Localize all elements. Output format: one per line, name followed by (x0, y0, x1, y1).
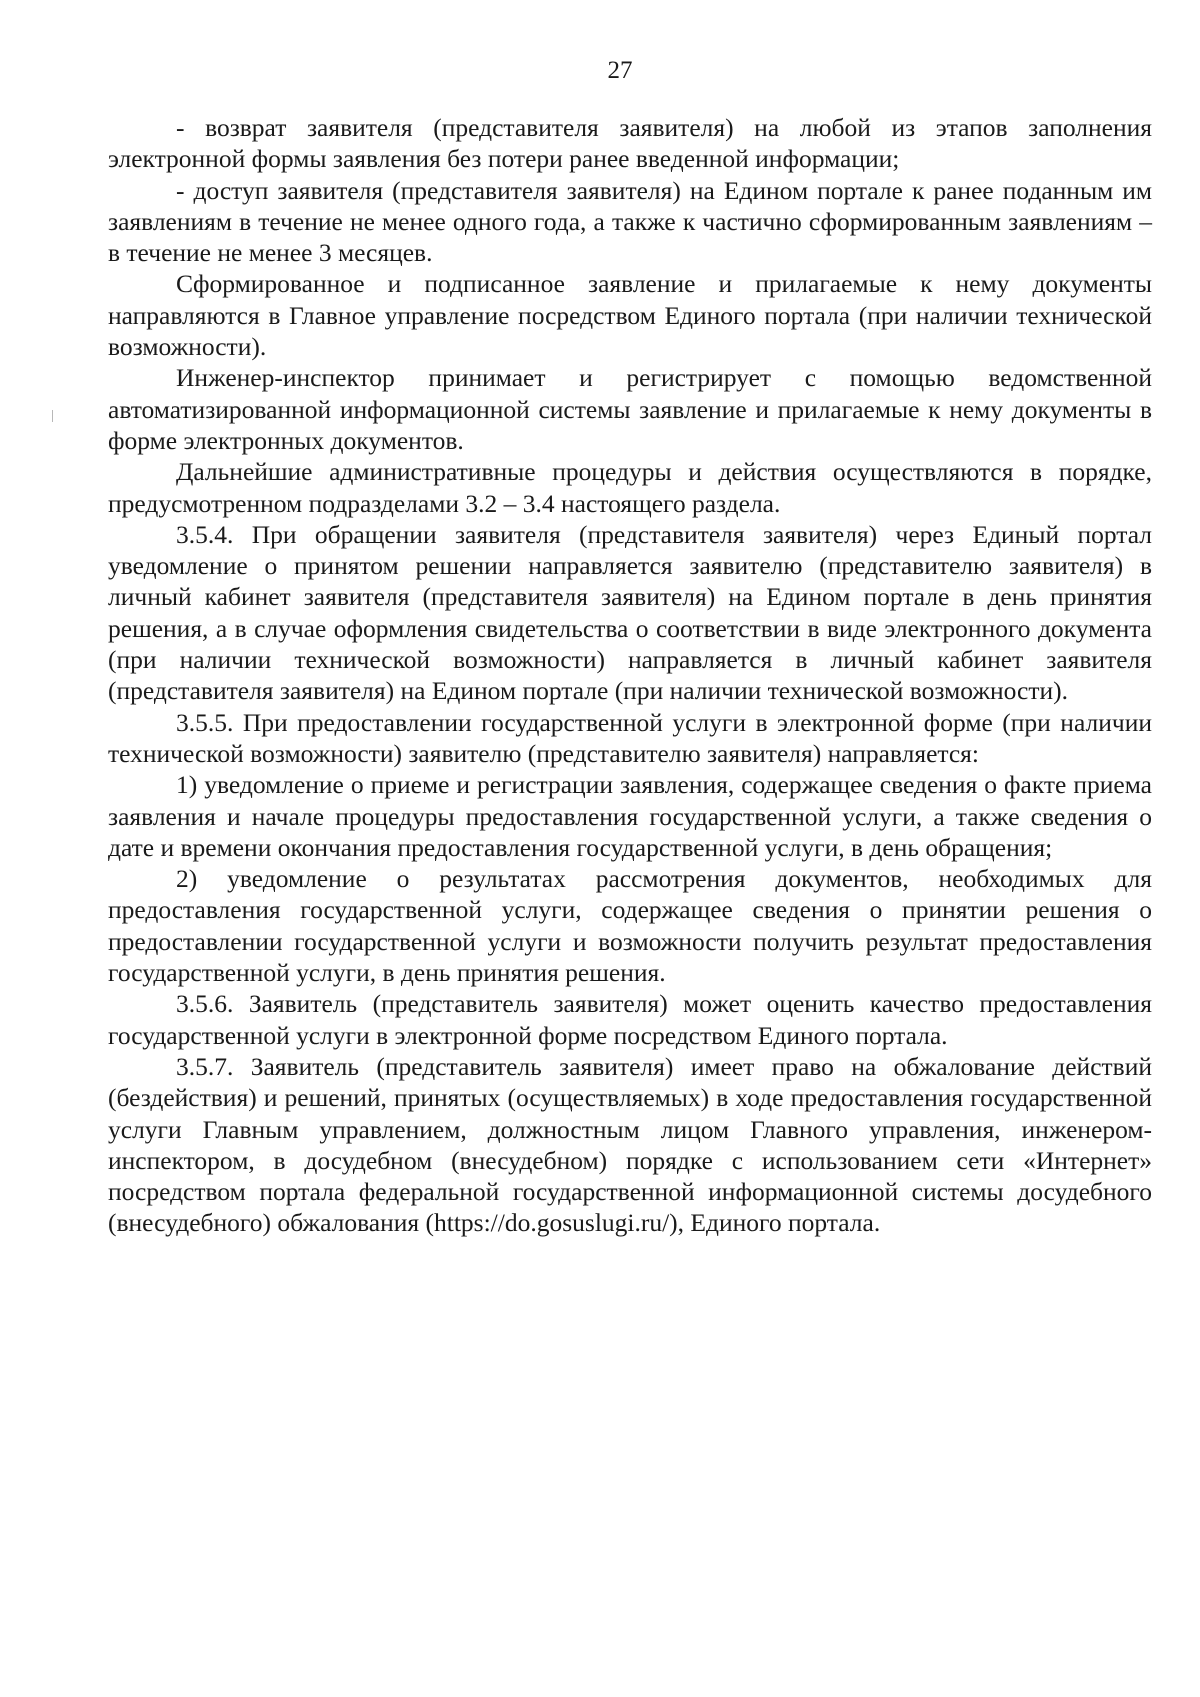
paragraph-3-5-4: 3.5.4. При обращении заявителя (представителя заявителя) через Единый портал уведомление о принятом решении направляется заявителю (представителю заявителя) в личный кабинет заявителя (представителя заявителя) на Едином портале в день принятия решения, а в случае оформления свидетельства о соответствии в виде электронного документа (при наличии технической возможности) направляется в личный кабинет заявителя (представителя заявителя) на Едином портале (при наличии технической возможности). (108, 519, 1152, 706)
paragraph-item-1: 1) уведомление о приеме и регистрации заявления, содержащее сведения о факте приема заявления и начале процедуры предоставления государственной услуги, а также сведения о дате и времени окончания предоставления государственной услуги, в день обращения; (108, 770, 1152, 862)
paragraph-3-5-5: 3.5.5. При предоставлении государственной услуги в электронной форме (при наличии технической возможности) заявителю (представителю заявителя) направляется: (108, 707, 1152, 768)
paragraph-further-procedures: Дальнейшие административные процедуры и действия осуществляются в порядке, предусмотренном подразделами 3.2 – 3.4 настоящего раздела. (108, 457, 1152, 518)
paragraph-item-2: 2) уведомление о результатах рассмотрения документов, необходимых для предоставления государственной услуги, содержащее сведения о принятии решения о предоставлении государственной услуги и возможности получить результат предоставления государственной услуги, в день принятия решения. (108, 864, 1152, 988)
paragraph-3-5-7: 3.5.7. Заявитель (представитель заявителя) имеет право на обжалование действий (бездействия) и решений, принятых (осуществляемых) в ходе предоставления государственной услуги Главным управлением, должностным лицом Главного управления, инженером-инспектором, в досудебном (внесудебном) порядке с использованием сети «Интернет» посредством портала федеральной государственной информационной системы досудебного (внесудебного) обжалования (https://do.gosuslugi.ru/), Единого портала. (108, 1051, 1152, 1238)
scan-artifact (52, 410, 53, 422)
page-number: 27 (607, 57, 633, 84)
paragraph-engineer-inspector: Инженер-инспектор принимает и регистрирует с помощью ведомственной автоматизированной информационной системы заявление и прилагаемые к нему документы в форме электронных документов. (108, 363, 1152, 455)
paragraph-access-applications: - доступ заявителя (представителя заявителя) на Едином портале к ранее поданным им заявлениям в течение не менее одного года, а также к частично сформированным заявлениям – в течение не менее 3 месяцев. (108, 175, 1152, 268)
paragraph-3-5-6: 3.5.6. Заявитель (представитель заявителя) может оценить качество предоставления государственной услуги в электронной форме посредством Единого портала. (108, 989, 1152, 1050)
document-body (108, 112, 1152, 1239)
paragraph-return-applicant: - возврат заявителя (представителя заявителя) на любой из этапов заполнения электронной формы заявления без потери ранее введенной информации; (108, 113, 1152, 174)
paragraph-signed-application: Сформированное и подписанное заявление и прилагаемые к нему документы направляются в Главное управление посредством Единого портала (при наличии технической возможности). (108, 269, 1152, 362)
